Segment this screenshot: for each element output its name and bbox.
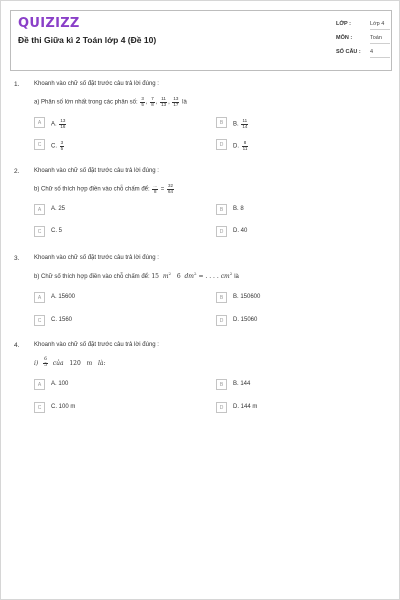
option-text: B. 8 bbox=[233, 206, 244, 212]
option-letter-box[interactable]: C bbox=[34, 139, 45, 150]
question-subtext bbox=[34, 271, 239, 280]
subtext-label: a) Phân số lớn nhất trong các phân số: bbox=[34, 99, 138, 106]
meta-row-count bbox=[336, 45, 391, 59]
option-letter-box[interactable]: D bbox=[216, 402, 227, 413]
fraction: $\frac{32}{64}$ bbox=[167, 183, 173, 194]
option-text: D. 15060 bbox=[233, 317, 258, 323]
question-subtext bbox=[34, 358, 106, 368]
meta-label: LỚP : bbox=[336, 21, 351, 27]
question-prompt: Khoanh vào chữ số đặt trước câu trả lời đúng : bbox=[34, 342, 159, 348]
meta-row-subject bbox=[336, 31, 391, 45]
option-letter-box[interactable]: D bbox=[216, 226, 227, 237]
option-text: C. 1560 bbox=[51, 317, 73, 323]
option-letter-box[interactable]: A bbox=[34, 117, 45, 128]
option-letter-box[interactable]: A bbox=[34, 379, 45, 390]
question-prompt: Khoanh vào chữ số đặt trước câu trả lời đúng : bbox=[34, 168, 159, 174]
question-number: 3. bbox=[14, 255, 20, 262]
option-letter-box[interactable]: D bbox=[216, 139, 227, 150]
question-subtext: a) Phân số lớn nhất trong các phân số: $\frac{3}{5}$ , $\frac{7}{8}$ , $\frac{11}{13}$ , $\frac{13}{17}$ là bbox=[34, 96, 187, 107]
option-text: D. 144 m bbox=[233, 404, 258, 410]
option-letter-box[interactable]: C bbox=[34, 315, 45, 326]
question-number: 2. bbox=[14, 168, 20, 175]
page-title: Đề thi Giữa kì 2 Toán lớp 4 (Đề 10) bbox=[18, 35, 157, 45]
option-text: C. 100 m bbox=[51, 404, 76, 410]
worksheet-header bbox=[10, 10, 392, 71]
option-text: B. 144 bbox=[233, 381, 251, 387]
question-number: 1. bbox=[14, 81, 20, 88]
meta-row-grade bbox=[336, 17, 391, 31]
option-letter-box[interactable]: B bbox=[216, 204, 227, 215]
fraction: $\frac{7}{8}$ bbox=[151, 96, 154, 107]
meta-value: Toán bbox=[370, 35, 390, 44]
option-text: B. 150600 bbox=[233, 294, 261, 300]
subtext-label: b) Chữ số thích hợp điền vào chỗ chấm để: bbox=[34, 274, 150, 280]
quizizz-logo: QUIZIZZ bbox=[18, 16, 80, 31]
option-letter-box[interactable]: B bbox=[216, 292, 227, 303]
option-text: C. 5 bbox=[51, 228, 63, 234]
option-text: A. $\frac{13}{16}$ bbox=[51, 118, 66, 129]
meta-block bbox=[336, 17, 391, 59]
option-text: C. $\frac{3}{5}$ bbox=[51, 140, 64, 151]
option-text: A. 100 bbox=[51, 381, 69, 387]
meta-label: SỐ CÂU : bbox=[336, 49, 361, 55]
subtext-label: b) Chữ số thích hợp điền vào chỗ chấm để: bbox=[34, 186, 150, 193]
option-letter-box[interactable]: B bbox=[216, 117, 227, 128]
fraction: $\frac{13}{17}$ bbox=[173, 96, 179, 107]
subtext-suffix: là bbox=[182, 99, 187, 106]
option-text: A. 25 bbox=[51, 206, 66, 212]
subtext-suffix: là bbox=[234, 274, 239, 280]
option-text: D. 40 bbox=[233, 228, 248, 234]
option-text: A. 15600 bbox=[51, 294, 76, 300]
option-letter-box[interactable]: B bbox=[216, 379, 227, 390]
option-letter-box[interactable]: D bbox=[216, 315, 227, 326]
fraction: $\frac{...}{8}$ bbox=[153, 183, 158, 194]
fraction: $\frac{3}{5}$ bbox=[141, 96, 144, 107]
question-number: 4. bbox=[14, 342, 20, 349]
option-text: B. $\frac{11}{14}$ bbox=[233, 118, 248, 129]
option-letter-box[interactable]: C bbox=[34, 226, 45, 237]
math-expression: i) $\frac{6}{5}$ của 120 m là: bbox=[34, 357, 106, 368]
option-letter-box[interactable]: C bbox=[34, 402, 45, 413]
meta-label: MÔN : bbox=[336, 35, 353, 41]
question-prompt: Khoanh vào chữ số đặt trước câu trả lời đúng : bbox=[34, 255, 159, 261]
math-expression: 15 $m^2$ 6 $dm^2$ = . . . . $cm^2$ bbox=[151, 271, 233, 280]
meta-value: 4 bbox=[370, 49, 390, 58]
option-letter-box[interactable]: A bbox=[34, 204, 45, 215]
option-letter-box[interactable]: A bbox=[34, 292, 45, 303]
question-subtext: b) Chữ số thích hợp điền vào chỗ chấm để: $\frac{...}{8}$ = $\frac{32}{64}$ bbox=[34, 183, 173, 194]
meta-value: Lớp 4 bbox=[370, 21, 390, 30]
option-text: D. $\frac{8}{11}$ bbox=[233, 140, 248, 151]
fraction: $\frac{11}{13}$ bbox=[161, 96, 167, 107]
question-prompt: Khoanh vào chữ số đặt trước câu trả lời đúng : bbox=[34, 81, 159, 87]
